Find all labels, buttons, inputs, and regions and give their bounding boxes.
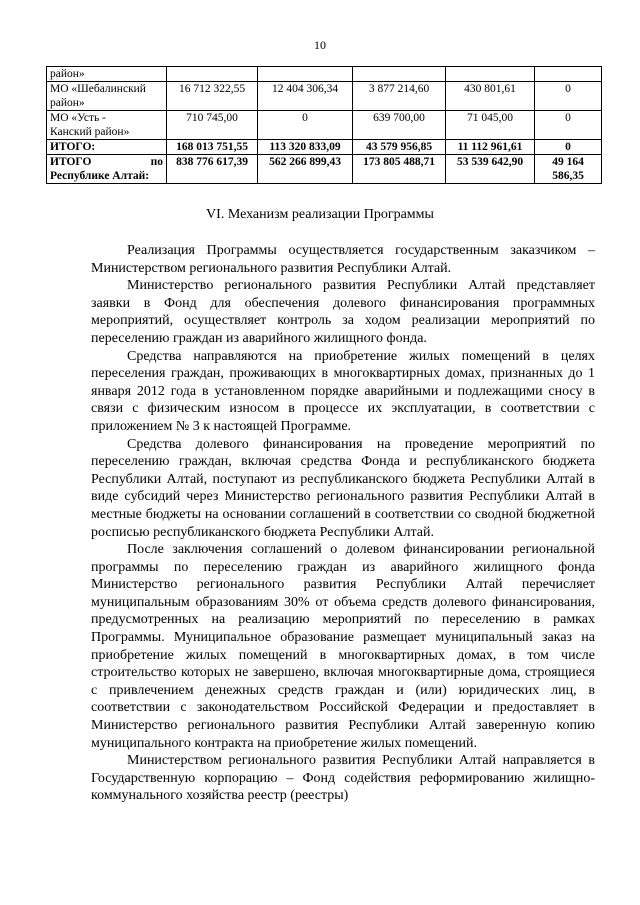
table-cell-value: 53 539 642,90: [446, 155, 535, 184]
table-row: [47, 67, 602, 82]
table-cell-value: 71 045,00: [446, 111, 535, 140]
paragraph: Средства направляются на приобретение жилых помещений в целях переселения граждан, проживающих в многоквартирных домах, признанных до 1 января 2012 года в установленном порядке аварийными и подлежащими сносу в связи с физическим износом в процессе их эксплуатации, в соответствии с приложением № 3 к настоящей Программе.: [91, 348, 595, 434]
table-cell-value: 113 320 833,09: [258, 140, 353, 155]
table-cell: [258, 67, 353, 82]
table-row-grand-total: [47, 155, 602, 184]
municipality-name-line1: МО «Шебалинский: [50, 83, 146, 95]
table-cell-value: 0: [535, 82, 602, 111]
grand-total-label-line1: [50, 155, 163, 169]
table-cell-value: 430 801,61: [446, 82, 535, 111]
table-cell-value: 49 164 586,35: [535, 155, 602, 184]
financing-table: [46, 66, 602, 184]
municipality-name-line2: район»: [50, 97, 85, 109]
table-cell-municipality: [47, 82, 167, 111]
grand-total-label-line2: Республике Алтай:: [50, 170, 150, 182]
table-cell-municipality: район»: [47, 67, 167, 82]
table-cell: [167, 67, 258, 82]
table-cell: [446, 67, 535, 82]
table-cell-value: 3 877 214,60: [353, 82, 446, 111]
municipality-name-line2: Канский район»: [50, 126, 130, 138]
table-cell-total-label: [47, 155, 167, 184]
paragraph: Средства долевого финансирования на проведение мероприятий по переселению граждан, включая средства Фонда и республиканского бюджета Республики Алтай, поступают из республиканского бюджета Республики Алтай в виде субсидий через Министерство регионального развития Республики Алтай в местные бюджеты на основании соглашений в соответствии со сводной бюджетной росписью республиканского бюджета Республики Алтай.: [91, 436, 595, 540]
table-cell-total-label: ИТОГО:: [47, 140, 167, 155]
table-cell-value: 639 700,00: [353, 111, 446, 140]
table-row: [47, 111, 602, 140]
table-row: [47, 82, 602, 111]
grand-total-preposition: по: [150, 156, 163, 168]
table-cell: [353, 67, 446, 82]
paragraph: После заключения соглашений о долевом финансировании региональной программы по переселению граждан из аварийного жилищного фонда Министерство регионального развития Республики Алтай перечисляет муниципальным образованиям 30% от объема средств долевого финансирования, предусмотренных на реализацию мероприятий по переселению в рамках Программы. Муниципальное образование размещает муниципальный заказ на приобретение жилых помещений в многоквартирных домах, в том числе строительство которых не завершено, включая многоквартирные дома, строящиеся с привлечением денежных средств граждан и (или) юридических лиц, в соответствии с законодательством Российской Федерации и предоставляет в Министерство регионального развития Республики Алтай заверенную копию муниципального контракта на приобретение жилых помещений.: [91, 542, 595, 751]
table-cell-value: 173 805 488,71: [353, 155, 446, 184]
municipality-name-line1: МО «Усть -: [50, 112, 106, 124]
table-cell-value: 43 579 956,85: [353, 140, 446, 155]
section-body: [91, 242, 595, 805]
paragraph: Министерством регионального развития Республики Алтай направляется в Государственную корпорацию – Фонд содействия реформированию жилищно-коммунального хозяйства реестр (реестры): [91, 753, 595, 804]
table-cell-value: 168 013 751,55: [167, 140, 258, 155]
section-title: VI. Механизм реализации Программы: [206, 207, 434, 222]
page-number: 10: [314, 38, 326, 52]
table-cell-value: 12 404 306,34: [258, 82, 353, 111]
table-cell-value: 838 776 617,39: [167, 155, 258, 184]
table-cell: [535, 67, 602, 82]
table-cell-value: 0: [535, 140, 602, 155]
table-cell-value: 11 112 961,61: [446, 140, 535, 155]
table-cell-municipality: [47, 111, 167, 140]
paragraph: Министерство регионального развития Республики Алтай представляет заявки в Фонд для обеспечения долевого финансирования программных мероприятий, осуществляет контроль за ходом реализации мероприятий по переселению граждан из аварийного жилищного фонда.: [91, 278, 595, 346]
table-cell-value: 0: [535, 111, 602, 140]
table-cell-value: 0: [258, 111, 353, 140]
paragraph: Реализация Программы осуществляется государственным заказчиком – Министерством регионального развития Республики Алтай.: [91, 243, 595, 276]
table-row-total: [47, 140, 602, 155]
table-cell-value: 16 712 322,55: [167, 82, 258, 111]
grand-total-word: ИТОГО: [50, 156, 92, 168]
table-cell-value: 710 745,00: [167, 111, 258, 140]
table-cell-value: 562 266 899,43: [258, 155, 353, 184]
